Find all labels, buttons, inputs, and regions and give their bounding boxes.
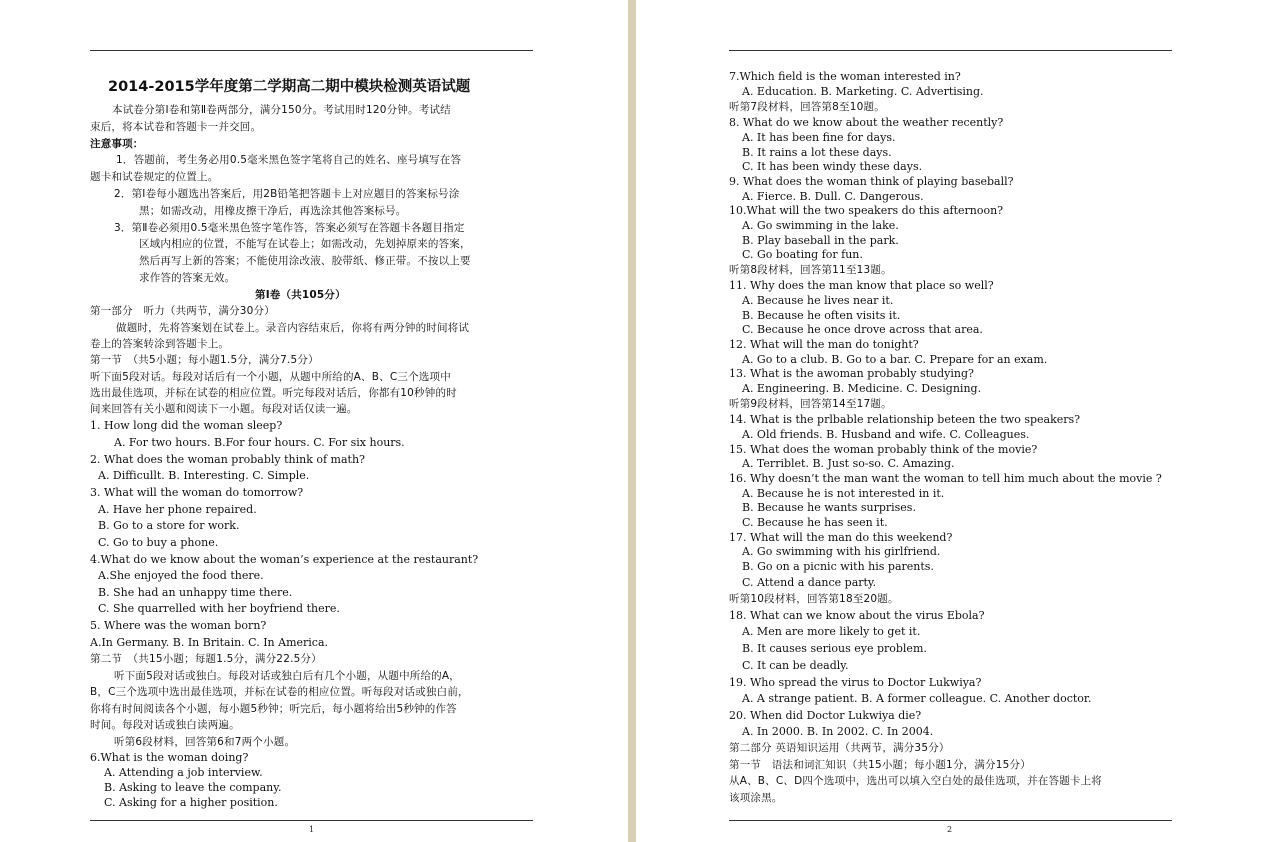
- text-line: 1．答题前，考生务必用0.5毫米黑色签字笔将自己的姓名、座号填写在答: [116, 154, 462, 166]
- text-line: 听第9段材料，回答第14至17题。: [729, 398, 892, 410]
- page-gutter: [628, 0, 636, 842]
- text-line: 区域内相应的位置，不能写在试卷上；如需改动，先划掉原来的答案，: [139, 238, 471, 250]
- text-line: 5. Where was the woman born?: [90, 619, 267, 632]
- text-line: B，C三个选项中选出最佳选项，并标在试卷的相应位置。听每段对话或独白前，: [90, 686, 469, 698]
- text-line: C. Because he has seen it.: [742, 516, 888, 529]
- text-line: 黑；如需改动，用橡皮擦干净后，再选涂其他答案标号。: [139, 205, 407, 217]
- text-line: 16. Why doesn’t the man want the woman to tell him much about the movie ?: [729, 472, 1162, 485]
- text-line: B. It rains a lot these days.: [742, 146, 892, 159]
- header-rule: [729, 50, 1172, 51]
- text-line: A. Go swimming in the lake.: [742, 219, 899, 232]
- text-line: 听第10段材料，回答第18至20题。: [729, 593, 899, 605]
- text-line: 20. When did Doctor Lukwiya die?: [729, 709, 922, 722]
- text-line: A.She enjoyed the food there.: [98, 569, 264, 582]
- text-line: A. Engineering. B. Medicine. C. Designing.: [742, 382, 982, 395]
- text-line: 19. Who spread the virus to Doctor Lukwiya?: [729, 676, 982, 689]
- text-line: 你将有时间阅读各个小题，每小题5秒钟；听完后，每小题将给出5秒钟的作答: [90, 703, 457, 715]
- text-line: 题卡和试卷规定的位置上。: [90, 171, 219, 183]
- text-line: 14. What is the prlbable relationship beteen the two speakers?: [729, 413, 1081, 426]
- text-line: 做题时，先将答案划在试卷上。录音内容结束后，你将有两分钟的时间将试: [116, 322, 470, 334]
- text-line: C. Because he once drove across that area.: [742, 323, 983, 336]
- text-line: B. Asking to leave the company.: [104, 781, 282, 794]
- document-page-1: [0, 0, 628, 842]
- text-line: C. It can be deadly.: [742, 659, 849, 672]
- text-line: 10.What will the two speakers do this afternoon?: [729, 204, 1004, 217]
- text-line: A. It has been fine for days.: [742, 131, 896, 144]
- text-line: B. Play baseball in the park.: [742, 234, 899, 247]
- text-line: A. Terriblet. B. Just so-so. C. Amazing.: [742, 457, 955, 470]
- text-line: 束后，将本试卷和答题卡一并交回。: [90, 121, 262, 133]
- text-line: 听第6段材料，回答第6和7两个小题。: [114, 736, 296, 748]
- text-line: 选出最佳选项，并标在试卷的相应位置。听完每段对话后，你都有10秒钟的时: [90, 387, 457, 399]
- text-line: 然后再写上新的答案；不能使用涂改液、胶带纸、修正带。不按以上要: [139, 255, 471, 267]
- text-line: A. Go to a club. B. Go to a bar. C. Prepare for an exam.: [742, 353, 1048, 366]
- text-line: 3．第Ⅱ卷必须用0.5毫米黑色签字笔作答，答案必须写在答题卡各题目指定: [114, 222, 465, 234]
- text-line: 第二部分 英语知识运用（共两节，满分35分）: [729, 742, 950, 754]
- footer-rule: [90, 820, 533, 821]
- text-line: B. Because he wants surprises.: [742, 501, 916, 514]
- text-line: A. Go swimming with his girlfriend.: [742, 545, 941, 558]
- text-line: C. Attend a dance party.: [742, 576, 877, 589]
- text-line: 求作答的答案无效。: [139, 272, 236, 284]
- text-line: A.In Germany. B. In Britain. C. In America.: [90, 636, 328, 649]
- text-line: 18. What can we know about the virus Ebola?: [729, 609, 985, 622]
- text-line: 15. What does the woman probably think of the movie?: [729, 443, 1038, 456]
- text-line: 间来回答有关小题和阅读下一小题。每段对话仅读一遍。: [90, 403, 358, 415]
- text-line: 听第8段材料，回答第11至13题。: [729, 264, 892, 276]
- text-line: 第一节 （共5小题；每小题1.5分，满分7.5分）: [90, 354, 319, 366]
- text-line: 11. Why does the man know that place so well?: [729, 279, 994, 292]
- text-line: 13. What is the awoman probably studying?: [729, 367, 974, 380]
- text-line: 从A、B、C、D四个选项中，选出可以填入空白处的最佳选项，并在答题卡上将: [729, 775, 1103, 787]
- document-page-2: [636, 0, 1270, 842]
- page-number: 2: [947, 825, 953, 834]
- text-line: B. Because he often visits it.: [742, 309, 901, 322]
- text-line: B. Go to a store for work.: [98, 519, 240, 532]
- text-line: A. Attending a job interview.: [104, 766, 263, 779]
- text-line: 听第7段材料，回答第8至10题。: [729, 101, 885, 113]
- text-line: 2. What does the woman probably think of math?: [90, 453, 365, 466]
- text-line: 第二节 （共15小题；每题1.5分，满分22.5分）: [90, 653, 322, 665]
- text-line: 6.What is the woman doing?: [90, 751, 249, 764]
- text-line: 卷上的答案转涂到答题卡上。: [90, 338, 230, 350]
- text-line: 注意事项：: [90, 138, 144, 150]
- text-line: A. Because he is not interested in it.: [742, 487, 945, 500]
- text-line: C. Go to buy a phone.: [98, 536, 219, 549]
- text-line: 9. What does the woman think of playing baseball?: [729, 175, 1014, 188]
- header-rule: [90, 50, 533, 51]
- text-line: 17. What will the man do this weekend?: [729, 531, 953, 544]
- document-title: 2014-2015学年度第二学期高二期中模块检测英语试题: [108, 79, 471, 95]
- text-line: A. Old friends. B. Husband and wife. C. Colleagues.: [742, 428, 1030, 441]
- text-line: C. Go boating for fun.: [742, 248, 863, 261]
- footer-rule: [729, 820, 1172, 821]
- text-line: 第一部分 听力（共两节，满分30分）: [90, 305, 275, 317]
- text-line: A. Have her phone repaired.: [98, 503, 257, 516]
- text-line: A. Difficullt. B. Interesting. C. Simple.: [98, 469, 310, 482]
- text-line: 2．第Ⅰ卷每小题选出答案后，用2B铅笔把答题卡上对应题目的答案标号涂: [114, 188, 460, 200]
- text-line: 1. How long did the woman sleep?: [90, 419, 283, 432]
- text-line: C. It has been windy these days.: [742, 160, 923, 173]
- text-line: B. It causes serious eye problem.: [742, 642, 927, 655]
- text-line: A. Because he lives near it.: [742, 294, 894, 307]
- text-line: 8. What do we know about the weather recently?: [729, 116, 1004, 129]
- text-line: 听下面5段对话。每段对话后有一个小题，从题中所给的A、B、C三个选项中: [90, 371, 451, 383]
- text-line: 听下面5段对话或独白。每段对话或独白后有几个小题，从题中所给的A，: [114, 670, 460, 682]
- text-line: 4.What do we know about the woman’s experience at the restaurant?: [90, 553, 479, 566]
- text-line: A. In 2000. B. In 2002. C. In 2004.: [742, 725, 934, 738]
- text-line: B. She had an unhappy time there.: [98, 586, 293, 599]
- text-line: C. She quarrelled with her boyfriend there.: [98, 602, 340, 615]
- text-line: 时间。每段对话或独白读两遍。: [90, 719, 240, 731]
- text-line: B. Go on a picnic with his parents.: [742, 560, 934, 573]
- text-line: C. Asking for a higher position.: [104, 796, 278, 809]
- text-line: 3. What will the woman do tomorrow?: [90, 486, 304, 499]
- text-line: 第Ⅰ卷（共105分）: [255, 289, 346, 301]
- text-line: A. Education. B. Marketing. C. Advertising.: [742, 85, 984, 98]
- text-line: 第一节 语法和词汇知识（共15小题；每小题1分，满分15分）: [729, 759, 1031, 771]
- text-line: A. Men are more likely to get it.: [742, 625, 921, 638]
- text-line: 12. What will the man do tonight?: [729, 338, 919, 351]
- text-line: 本试卷分第Ⅰ卷和第Ⅱ卷两部分，满分150分。考试用时120分钟。考试结: [112, 104, 451, 116]
- text-line: A. For two hours. B.For four hours. C. For six hours.: [114, 436, 405, 449]
- text-line: 7.Which field is the woman interested in?: [729, 70, 961, 83]
- text-line: 该项涂黑。: [729, 792, 783, 804]
- page-number: 1: [309, 825, 315, 834]
- text-line: A. A strange patient. B. A former colleague. C. Another doctor.: [742, 692, 1092, 705]
- text-line: A. Fierce. B. Dull. C. Dangerous.: [742, 190, 924, 203]
